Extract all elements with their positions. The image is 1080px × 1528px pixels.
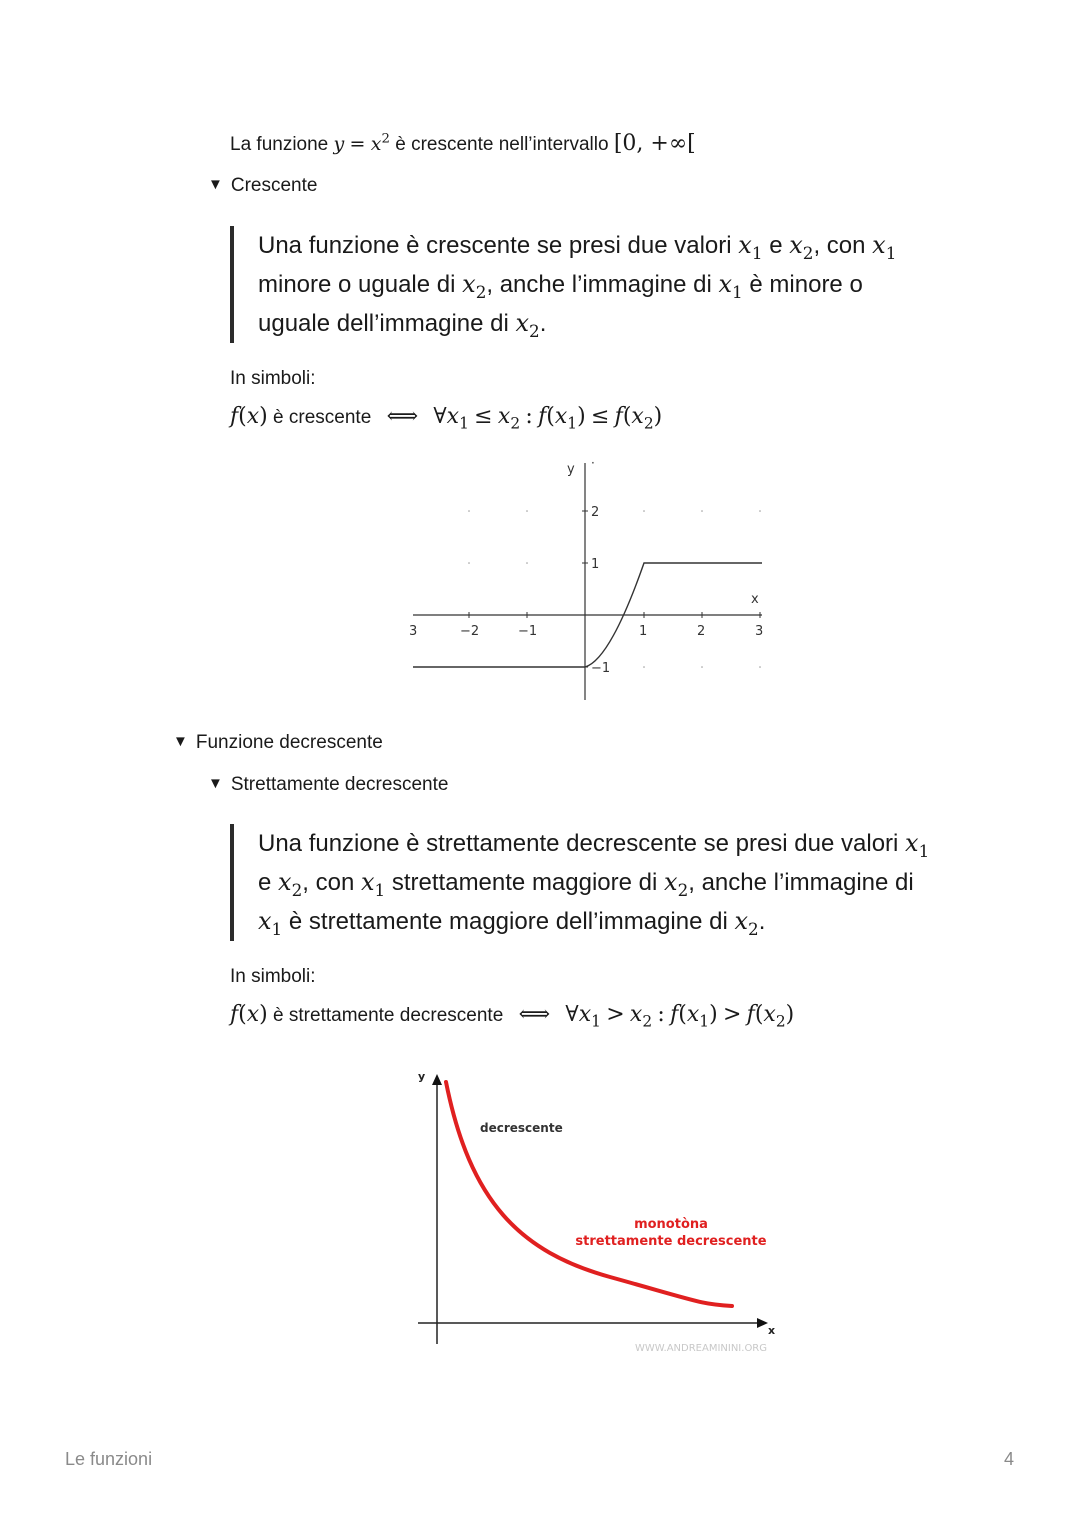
- y-label: y: [567, 462, 575, 477]
- heading-strettamente-decrescente: Strettamente decrescente: [230, 774, 449, 795]
- x-label: x: [751, 592, 759, 607]
- intro-line: La funzione $y = x^2$ è crescente nell’intervallo [0, +∞[: [230, 131, 696, 156]
- y-label: y: [418, 1070, 426, 1083]
- triangle-down-icon: ▼: [208, 775, 223, 792]
- svg-text:2: 2: [591, 505, 600, 520]
- intro-interval: [0, +∞[: [613, 131, 696, 156]
- svg-text:3: 3: [755, 624, 764, 639]
- in-simboli-2: In simboli:: [230, 966, 316, 987]
- decreasing-curve: [446, 1082, 732, 1306]
- svg-text:1: 1: [591, 557, 600, 572]
- graph-decrescente: [410, 1062, 790, 1362]
- page-number: 4: [1004, 1449, 1015, 1469]
- label-decrescente: decrescente: [480, 1121, 563, 1135]
- toggle-funzione-decrescente[interactable]: [173, 732, 383, 754]
- y-arrow-icon: [432, 1074, 442, 1085]
- triangle-down-icon: ▼: [208, 176, 223, 193]
- svg-text:−1: −1: [591, 661, 611, 676]
- svg-text:·: ·: [591, 456, 595, 470]
- intro-mid: è crescente nell’intervallo: [395, 134, 609, 155]
- definition-crescente: Una funzione è crescente se presi due valori $x_1$ e $x_2$, con $x_1$ minore o uguale di $x_2$, anche l’immagine di $x_1$ è minore o uguale dell’immagine di $x_2$.: [230, 226, 958, 343]
- toggle-strettamente-decrescente[interactable]: [208, 774, 448, 796]
- heading-funzione-decrescente: Funzione decrescente: [195, 732, 383, 753]
- footer-title: Le funzioni: [65, 1449, 153, 1469]
- watermark: WWW.ANDREAMININI.ORG: [635, 1343, 768, 1354]
- intro-formula: y: [333, 133, 345, 155]
- graph-crescente: [405, 455, 775, 705]
- intro-pre: La funzione: [230, 134, 329, 155]
- svg-text:1: 1: [639, 624, 648, 639]
- svg-text:−1: −1: [518, 624, 538, 639]
- definition-decrescente: Una funzione è strettamente decrescente se presi due valori $x_1$ e $x_2$, con $x_1$ strettamente maggiore di $x_2$, anche l’immagine di $x_1$ è strettamente maggiore dell’immagine di $x_2$.: [230, 824, 988, 941]
- label-monotona: monotòna: [634, 1217, 708, 1232]
- heading-crescente: Crescente: [230, 175, 318, 196]
- formula-crescente: f(x) è crescente ⟺ $\forall x_1 \le x_2$ : $f(x_1) \le f(x_2)$: [230, 404, 663, 433]
- in-simboli-1: In simboli:: [230, 368, 316, 389]
- triangle-down-icon: ▼: [173, 733, 188, 750]
- label-strettamente-decrescente: strettamente decrescente: [575, 1234, 767, 1249]
- svg-text:3: 3: [409, 624, 418, 639]
- formula-decrescente: f(x) è strettamente decrescente ⟺ $\forall x_1 > x_2$ : $f(x_1) > f(x_2)$: [230, 1002, 795, 1031]
- svg-text:−2: −2: [460, 624, 480, 639]
- x-arrow-icon: [757, 1318, 768, 1328]
- toggle-crescente[interactable]: [208, 175, 317, 197]
- x-label: x: [768, 1324, 776, 1337]
- svg-text:2: 2: [697, 624, 706, 639]
